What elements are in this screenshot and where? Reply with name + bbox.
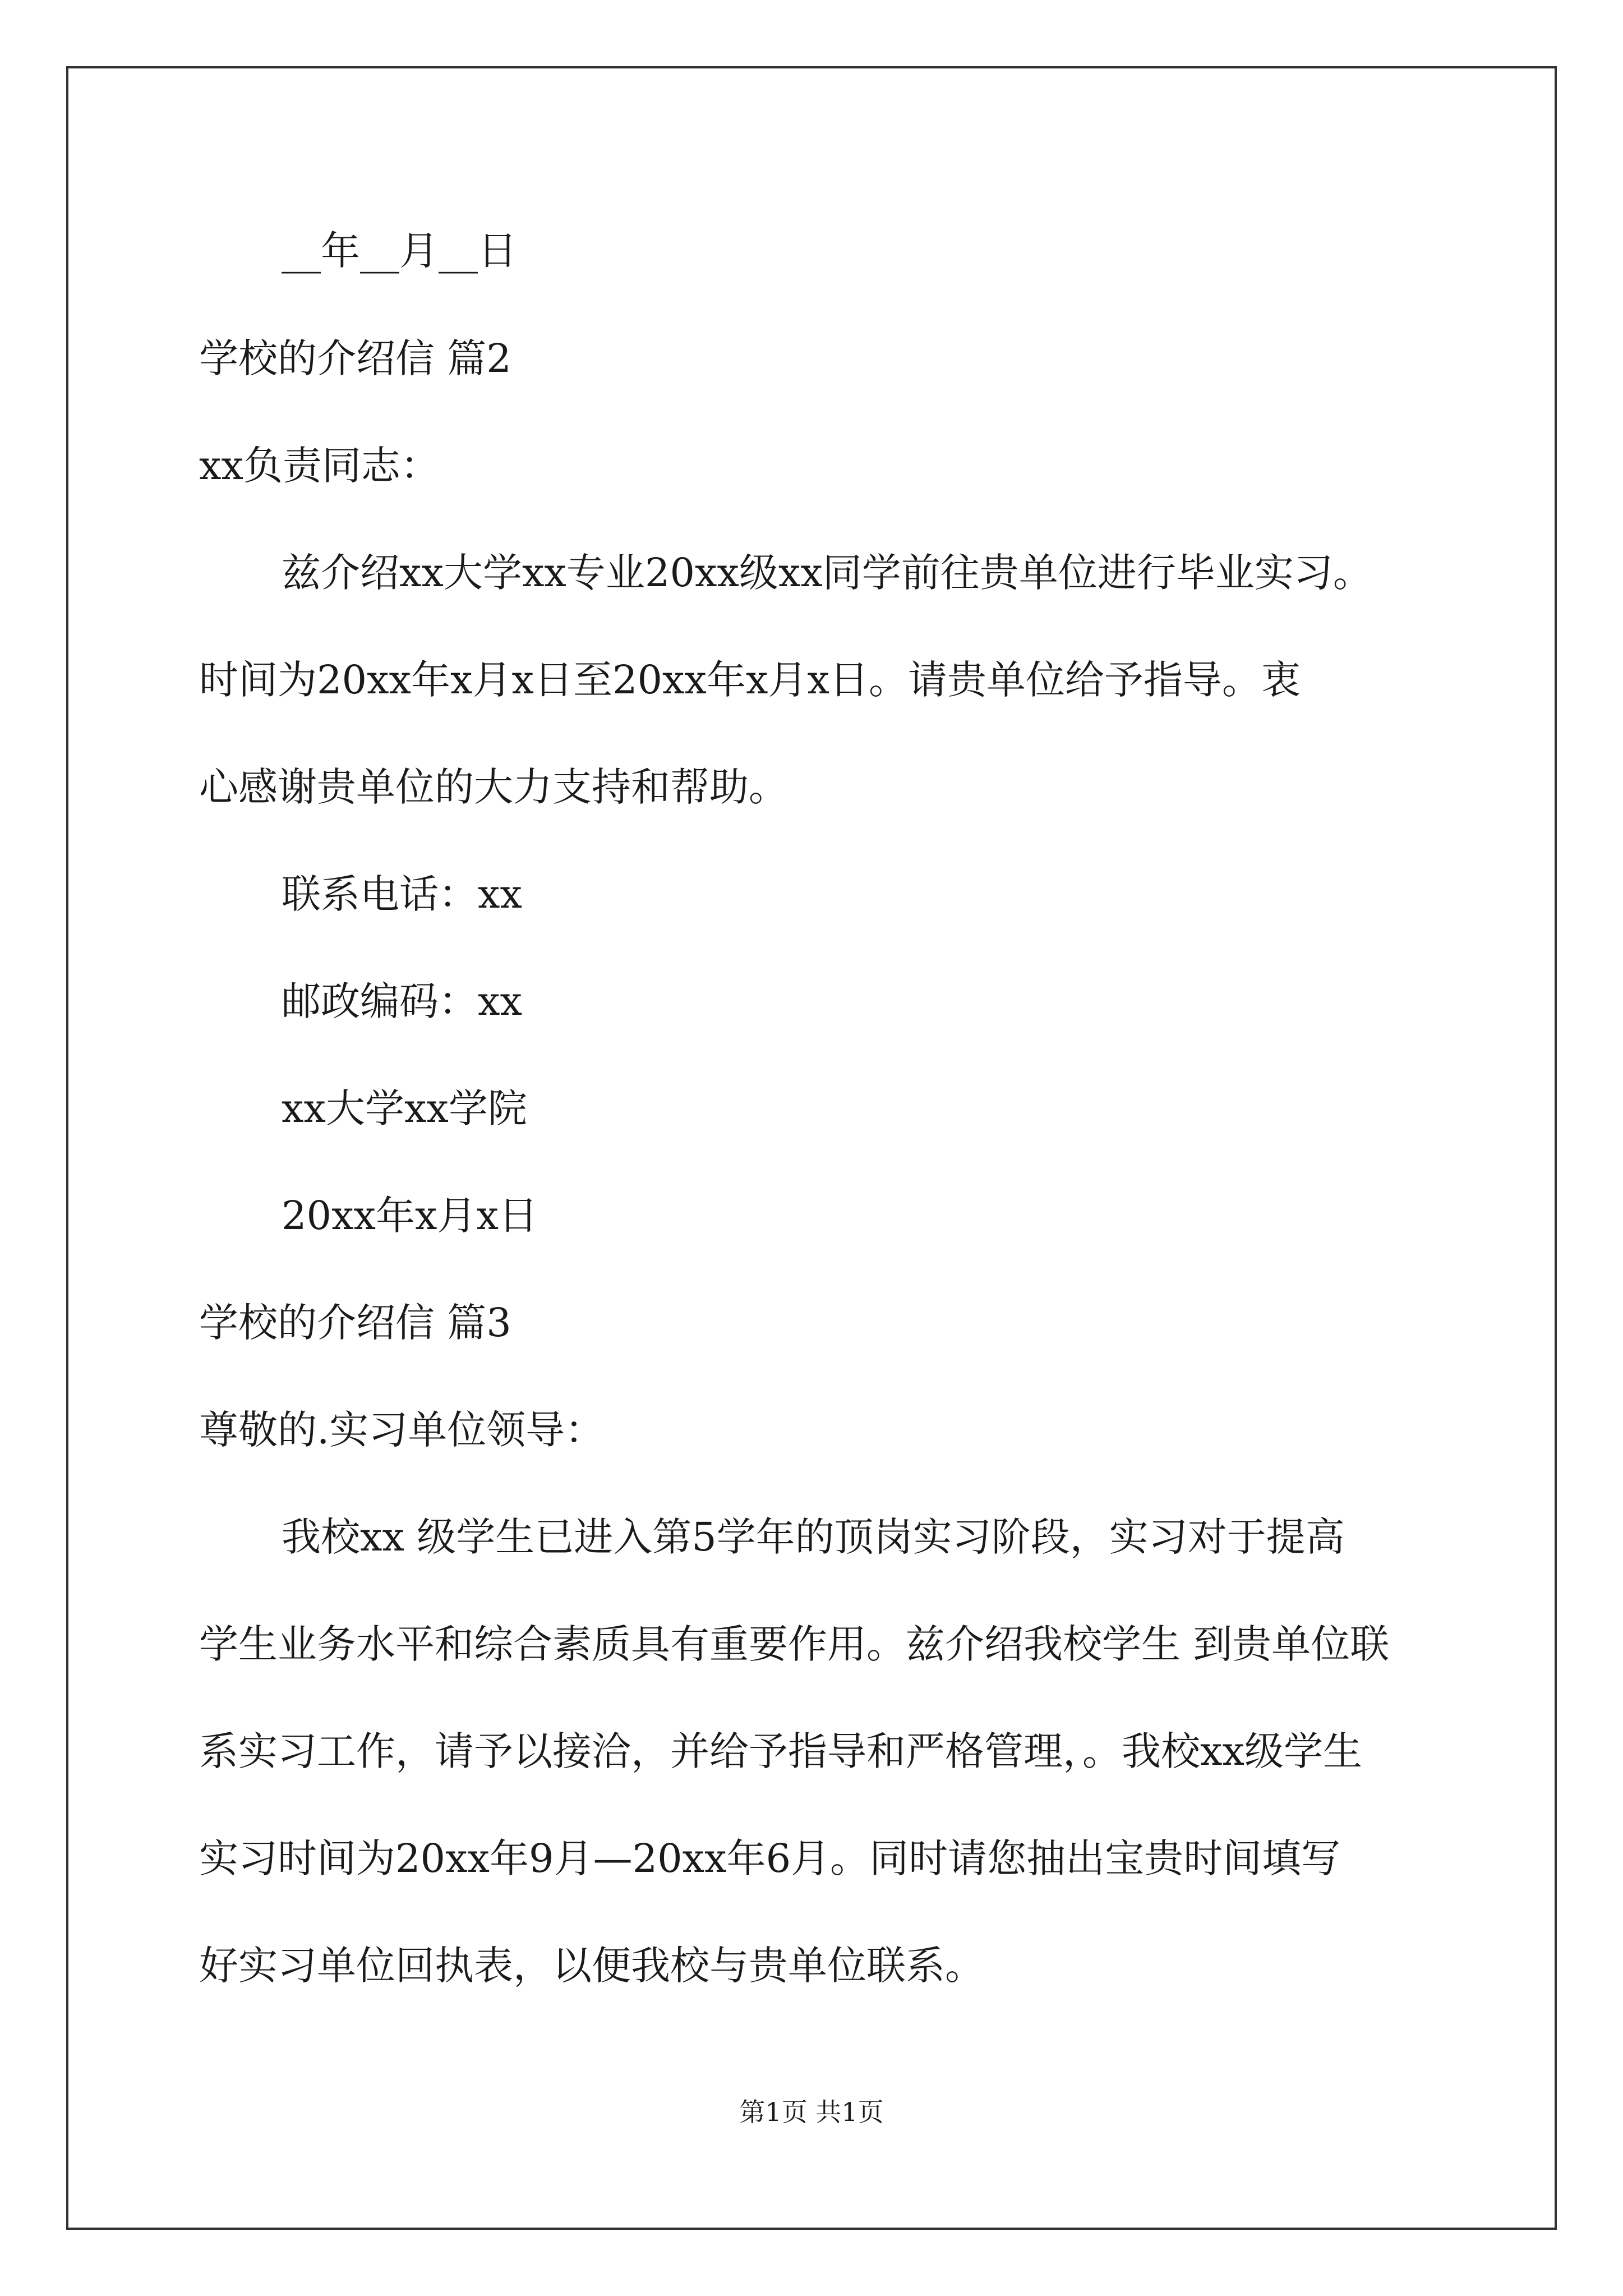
body-line-2: 时间为20xx年x月x日至20xx年x月x日。请贵单位给予指导。衷 bbox=[199, 657, 1301, 703]
body-line-8: 好实习单位回执表，以便我校与贵单位联系。 bbox=[199, 1943, 984, 1989]
section-heading-3: 学校的介绍信 篇3 bbox=[199, 1300, 511, 1346]
salutation-2: xx负责同志： bbox=[199, 443, 440, 489]
sender-institution: xx大学xx学院 bbox=[282, 1085, 527, 1131]
body-line-7: 实习时间为20xx年9月—20xx年6月。同时请您抽出宝贵时间填写 bbox=[199, 1835, 1341, 1881]
body-line-3: 心感谢贵单位的大力支持和帮助。 bbox=[199, 764, 788, 810]
date-placeholder: __年__月__日 bbox=[282, 228, 517, 274]
section-heading-2: 学校的介绍信 篇2 bbox=[199, 335, 511, 381]
sender-date: 20xx年x月x日 bbox=[282, 1193, 538, 1239]
page-number: 第1页 共1页 bbox=[739, 2097, 884, 2127]
body-line-1: 兹介绍xx大学xx专业20xx级xx同学前往贵单位进行毕业实习。 bbox=[282, 550, 1372, 596]
salutation-3: 尊敬的.实习单位领导： bbox=[199, 1407, 605, 1453]
contact-phone: 联系电话：xx bbox=[282, 871, 522, 917]
page-border bbox=[66, 66, 1557, 2230]
body-line-4: 我校xx 级学生已进入第5学年的顶岗实习阶段，实习对于提高 bbox=[282, 1514, 1345, 1560]
body-line-5: 学生业务水平和综合素质具有重要作用。兹介绍我校学生 到贵单位联 bbox=[199, 1621, 1390, 1667]
body-line-6: 系实习工作，请予以接洽，并给予指导和严格管理，。我校xx级学生 bbox=[199, 1728, 1362, 1774]
postal-code: 邮政编码：xx bbox=[282, 978, 522, 1024]
